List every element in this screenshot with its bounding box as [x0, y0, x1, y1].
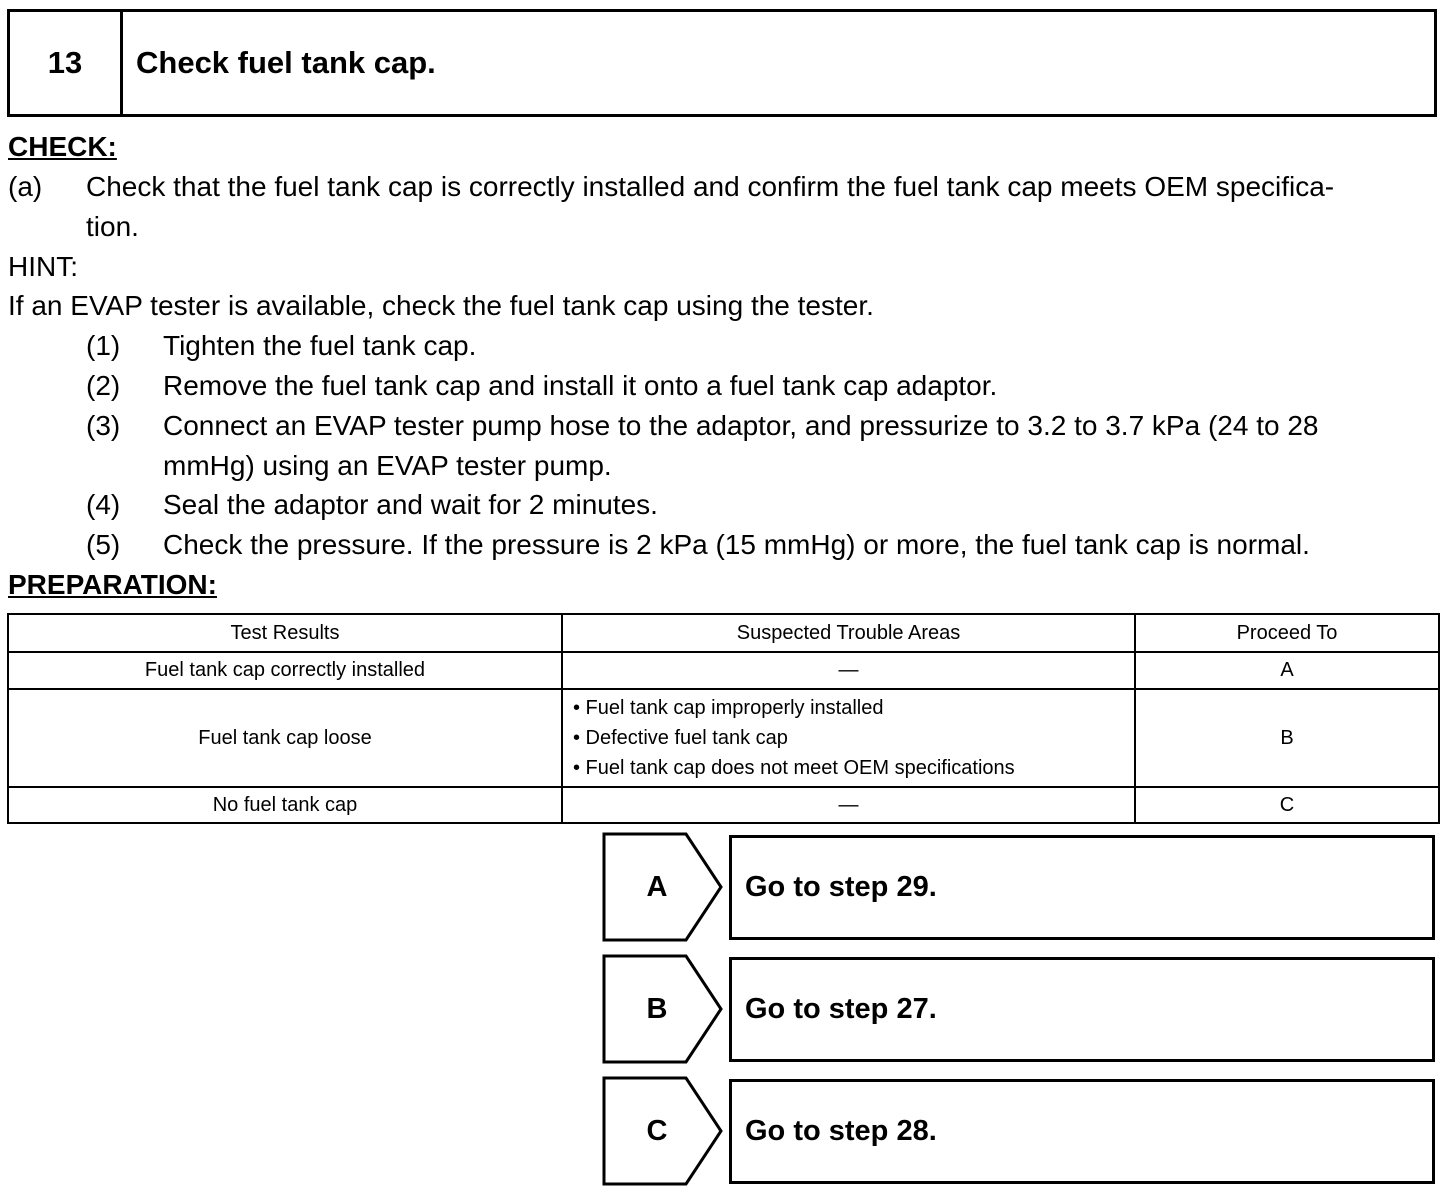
- result-tag-label: C: [646, 1114, 668, 1147]
- table-cell: B: [1135, 689, 1439, 787]
- hint-step-text: Remove the fuel tank cap and install it onto a fuel tank cap adaptor.: [163, 370, 998, 401]
- table-row: [8, 787, 1439, 823]
- hint-step-label: (1): [86, 330, 121, 361]
- column-header: Suspected Trouble Areas: [562, 614, 1135, 652]
- check-item-text-line1: Check that the fuel tank cap is correctly installed and confirm the fuel tank cap meets OEM specifica-: [86, 171, 1335, 202]
- trouble-area-item: • Fuel tank cap does not meet OEM specifications: [573, 757, 1015, 779]
- result-tag-a: [602, 832, 722, 942]
- table-cell: [562, 689, 1135, 787]
- hint-step-text: Check the pressure. If the pressure is 2 kPa (15 mmHg) or more, the fuel tank cap is normal.: [163, 529, 1310, 560]
- hint-step-text: Tighten the fuel tank cap.: [163, 330, 477, 361]
- table-cell: Fuel tank cap correctly installed: [8, 652, 562, 689]
- hint-step-label: (5): [86, 529, 121, 560]
- step-header: [7, 9, 1437, 117]
- hint-heading: HINT:: [8, 251, 78, 282]
- result-action-b: Go to step 27.: [729, 957, 1435, 1062]
- result-action-c: Go to step 28.: [729, 1079, 1435, 1184]
- column-header: Test Results: [8, 614, 562, 652]
- table-row: [8, 652, 1439, 689]
- column-header: Proceed To: [1135, 614, 1439, 652]
- check-item-label: (a): [8, 171, 43, 202]
- hint-step-text: Connect an EVAP tester pump hose to the adaptor, and pressurize to 3.2 to 3.7 kPa (24 to 28: [163, 410, 1319, 441]
- table-cell: —: [562, 787, 1135, 823]
- hint-step-text: Seal the adaptor and wait for 2 minutes.: [163, 489, 658, 520]
- results-table: [7, 613, 1440, 824]
- table-cell: A: [1135, 652, 1439, 689]
- result-tag-c: [602, 1076, 722, 1186]
- table-cell: Fuel tank cap loose: [8, 689, 562, 787]
- preparation-heading: PREPARATION:: [8, 569, 217, 600]
- table-cell: —: [562, 652, 1135, 689]
- step-title: Check fuel tank cap.: [136, 45, 436, 80]
- trouble-area-item: • Defective fuel tank cap: [573, 727, 788, 749]
- result-tag-b: [602, 954, 722, 1064]
- table-cell: No fuel tank cap: [8, 787, 562, 823]
- hint-step-label: (3): [86, 410, 121, 441]
- step-number: 13: [10, 12, 123, 114]
- trouble-area-item: • Fuel tank cap improperly installed: [573, 697, 884, 719]
- hint-intro: If an EVAP tester is available, check the fuel tank cap using the tester.: [8, 290, 874, 321]
- hint-step-label: (4): [86, 489, 121, 520]
- check-item-text-line2: tion.: [86, 211, 139, 242]
- hint-step-label: (2): [86, 370, 121, 401]
- check-heading: CHECK:: [8, 131, 117, 162]
- result-tag-label: A: [646, 870, 668, 903]
- result-tag-label: B: [646, 992, 668, 1025]
- hint-step-text-cont: mmHg) using an EVAP tester pump.: [163, 450, 612, 481]
- table-header-row: [8, 614, 1439, 652]
- result-action-a: Go to step 29.: [729, 835, 1435, 940]
- table-cell: C: [1135, 787, 1439, 823]
- table-row: [8, 689, 1439, 787]
